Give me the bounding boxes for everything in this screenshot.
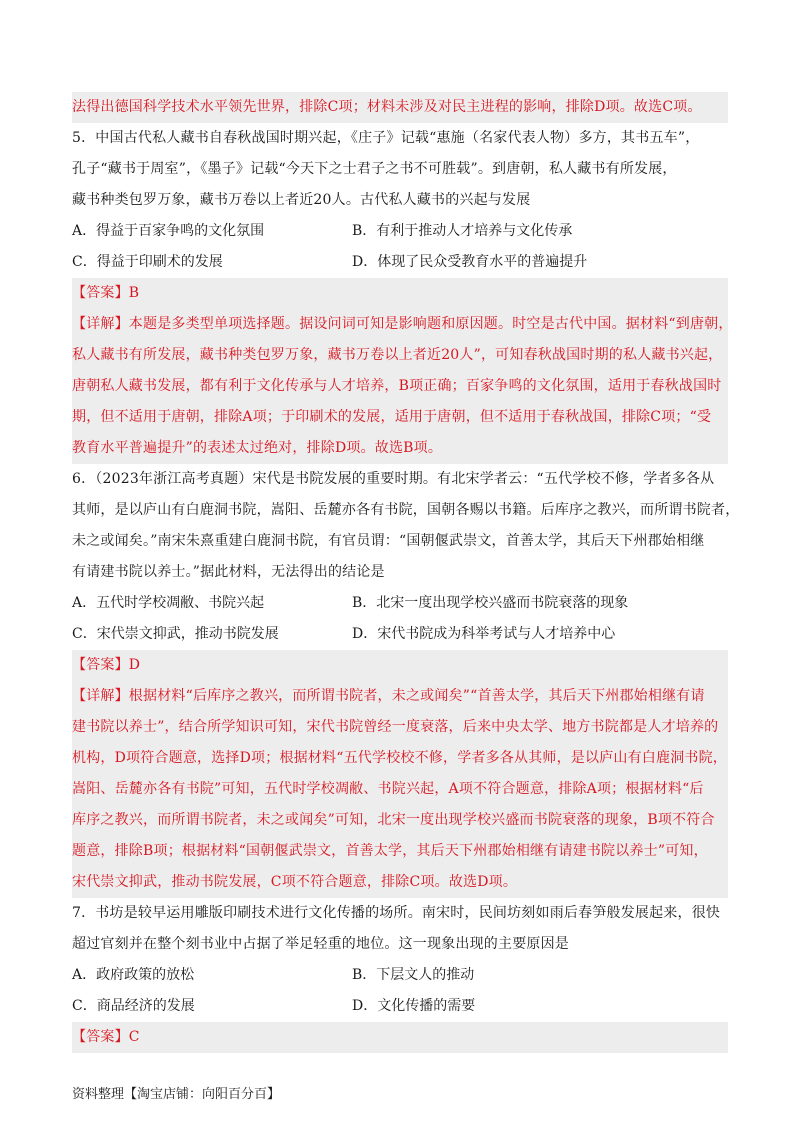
question-6 (72, 464, 740, 898)
question-text-line: 超过官刻并在整个刻书业中占据了举足轻重的地位。这一现象出现的主要原因是 (72, 936, 569, 952)
option-c: C．得益于印刷术的发展 (72, 254, 223, 270)
question-text-line: 孔子“藏书于周室”，《墨子》记载“今天下之士君子之书不可胜载”。到唐朝，私人藏书有所发展， (72, 161, 677, 177)
option-c: C．商品经济的发展 (72, 998, 195, 1014)
question-7 (72, 898, 728, 1053)
options-row (72, 619, 728, 650)
option-d: D．体现了民众受教育水平的普遍提升 (352, 254, 588, 270)
question-text-line: 5．中国古代私人藏书自春秋战国时期兴起，《庄子》记载“惠施（名家代表人物）多方，其书五车”， (72, 130, 700, 146)
detail-line: 教育水平普遍提升”的表述太过绝对，排除D项。故选B项。 (72, 440, 443, 456)
page-content (72, 92, 740, 1053)
question-text-line: 其师，是以庐山有白鹿洞书院，嵩阳、岳麓亦各有书院，国朝各赐以书籍。后库序之教兴，而所谓书院者， (72, 502, 740, 518)
detail-line: 机构，D项符合题意，选择D项；根据材料“五代学校校不修，学者多各从其师，是以庐山有白鹿洞书院， (72, 750, 728, 766)
page-footer: 资料整理【淘宝店铺：向阳百分百】 (72, 1087, 281, 1102)
option-b: B．下层文人的推动 (352, 967, 475, 983)
option-b: B．有利于推动人才培养与文化传承 (352, 223, 573, 239)
option-b: B．北宋一度出现学校兴盛而书院衰落的现象 (352, 595, 629, 611)
question-text-line: 有请建书院以养士。”据此材料，无法得出的结论是 (72, 564, 385, 580)
options-row (72, 991, 728, 1022)
detail-line: 期，但不适用于唐朝，排除A项；于印刷术的发展，适用于唐朝，但不适用于春秋战国，排除C项；“受 (72, 409, 712, 425)
detail-line: 【详解】本题是多类型单项选择题。据设问词可知是影响题和原因题。时空是古代中国。据材料“到唐朝， (72, 316, 733, 332)
detail-line: 【详解】根据材料“后库序之教兴，而所谓书院者，未之或闻矣”“首善太学，其后天下州郡始相继有请 (72, 688, 705, 704)
options-row (72, 960, 728, 991)
options-row (72, 247, 728, 278)
question-text-line: 藏书种类包罗万象，藏书万卷以上者近20人。古代私人藏书的兴起与发展 (72, 192, 531, 208)
detail-line: 题意，排除B项；根据材料“国朝偃武崇文，首善太学，其后天下州郡始相继有请建书院以养士”可知， (72, 843, 708, 859)
question-5 (72, 123, 733, 464)
answer-label: 【答案】D (72, 650, 728, 681)
options-row (72, 216, 728, 247)
detail-line: 唐朝私人藏书发展，都有利于文化传承与人才培养，B项正确；百家争鸣的文化氛围，适用于春秋战国时 (72, 378, 722, 394)
explanation-continuation: 法得出德国科学技术水平领先世界，排除C项；材料未涉及对民主进程的影响，排除D项。故选C项。 (72, 92, 728, 123)
question-text-line: 6．（2023年浙江高考真题）宋代是书院发展的重要时期。有北宋学者云：“五代学校不修，学者多各从 (72, 471, 715, 487)
option-c: C．宋代崇文抑武，推动书院发展 (72, 626, 279, 642)
option-d: D．文化传播的需要 (352, 998, 476, 1014)
answer-label: 【答案】B (72, 278, 728, 309)
answer-label: 【答案】C (72, 1022, 728, 1053)
detail-line: 库序之教兴，而所谓书院者，未之或闻矣”可知，北宋一度出现学校兴盛而书院衰落的现象，B项不符合 (72, 812, 715, 828)
question-text-line: 未之或闻矣。”南宋朱熹重建白鹿洞书院，有官员谓：“国朝偃武崇文，首善太学，其后天下州郡始相继 (72, 533, 705, 549)
detail-line: 私人藏书有所发展，藏书种类包罗万象，藏书万卷以上者近20人”，可知春秋战国时期的私人藏书兴起， (72, 347, 723, 363)
option-a: A．政府政策的放松 (72, 967, 195, 983)
detail-line: 宋代崇文抑武，推动书院发展，C项不符合题意，排除C项。故选D项。 (72, 874, 518, 890)
option-a: A．得益于百家争鸣的文化氛围 (72, 223, 265, 239)
options-row (72, 588, 728, 619)
question-text-line: 7．书坊是较早运用雕版印刷技术进行文化传播的场所。南宋时，民间坊刻如雨后春笋般发展起来，很快 (72, 905, 721, 921)
option-a: A．五代时学校凋敝、书院兴起 (72, 595, 265, 611)
detail-line: 建书院以养士”，结合所学知识可知，宋代书院曾经一度衰落，后来中央太学、地方书院都是人才培养的 (72, 719, 719, 735)
detail-line: 嵩阳、岳麓亦各有书院”可知，五代时学校凋敝、书院兴起，A项不符合题意，排除A项；根据材料“后 (72, 781, 704, 797)
option-d: D．宋代书院成为科举考试与人才培养中心 (352, 626, 616, 642)
detail-block (72, 309, 733, 464)
detail-block (72, 681, 728, 898)
